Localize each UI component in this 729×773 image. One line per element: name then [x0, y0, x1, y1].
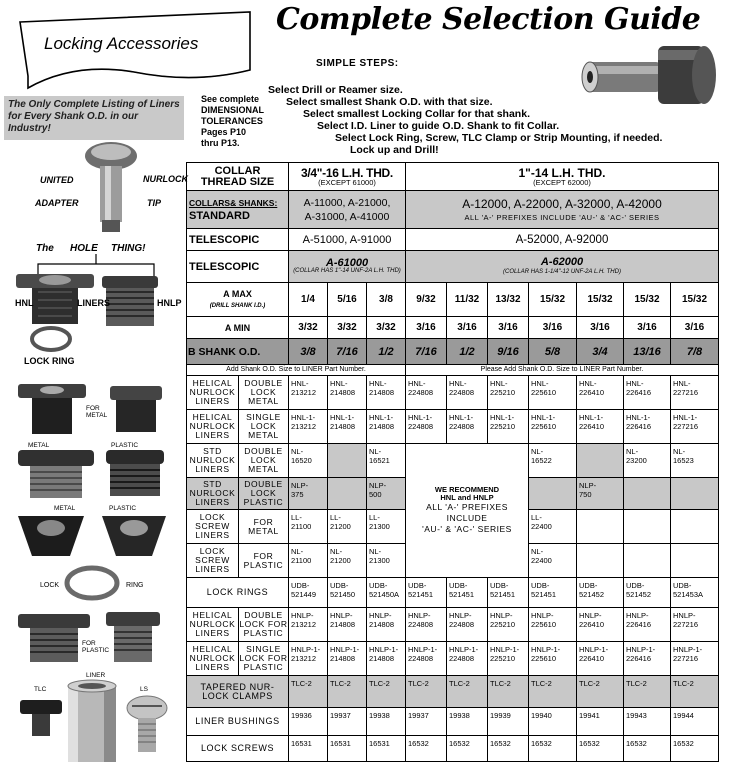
empty-cell	[577, 544, 624, 578]
part-number-cell: TLC-2	[406, 676, 447, 708]
a-max-cell: 15/32	[624, 283, 671, 317]
part-number-cell: NL- 22400	[529, 544, 577, 578]
step-1: Select Drill or Reamer size.	[268, 84, 403, 96]
std-nurlock-plastic-photo	[104, 448, 166, 500]
for-metal-label: FOR METAL	[86, 405, 108, 419]
b-note-row: Add Shank O.D. Size to LINER Part Number. Please Add Shank O.D. Size to LINER Part Number.	[187, 365, 719, 376]
part-row	[187, 708, 719, 736]
row-label: DOUBLE LOCK METAL	[239, 444, 289, 478]
adapter-label: ADAPTER	[35, 198, 79, 208]
empty-cell	[624, 478, 671, 510]
a-max-cell: 11/32	[447, 283, 488, 317]
a-max-row: A MAX (DRILL SHANK I.D.) 1/4 5/16 3/8 9/32 11/32 13/32 15/32 15/32 15/32 15/32	[187, 283, 719, 317]
part-number-cell: HNL- 226416	[624, 376, 671, 410]
lock-ring-photo-2	[64, 564, 120, 602]
tlc-label: TLC	[34, 686, 47, 693]
row-label: DOUBLE LOCK FOR PLASTIC	[239, 608, 289, 642]
b-shank-cell: 7/8	[671, 339, 719, 365]
part-number-cell: HNLP-1- 213212	[289, 642, 328, 676]
row-label: DOUBLE LOCK PLASTIC	[239, 478, 289, 510]
part-number-cell: 19939	[488, 708, 529, 736]
empty-cell	[671, 544, 719, 578]
lock-screw-metal-photo	[16, 380, 88, 438]
part-number-cell: 19938	[447, 708, 488, 736]
standard-row: COLLARS& SHANKS: STANDARD A-11000, A-21000, A-31000, A-41000 A-12000, A-22000, A-32000, A-42000 ALL 'A-' PREFIXES INCLUDE 'AU-' & 'AC-' SERIES	[187, 191, 719, 229]
part-number-cell: NL- 16522	[529, 444, 577, 478]
part-number-cell: HNL-1- 224808	[406, 410, 447, 444]
part-number-cell: NL- 16520	[289, 444, 328, 478]
part-number-cell: TLC-2	[447, 676, 488, 708]
a-max-cell: 15/32	[529, 283, 577, 317]
a-min-cell: 3/16	[447, 317, 488, 339]
part-number-cell: HNL-1- 226416	[624, 410, 671, 444]
part-number-cell: HNL- 227216	[671, 376, 719, 410]
part-row	[187, 642, 719, 676]
hnlp-label: HNLP	[157, 298, 182, 308]
b-shank-cell: 7/16	[328, 339, 367, 365]
part-number-cell: HNLP- 224808	[406, 608, 447, 642]
simple-steps-heading: SIMPLE STEPS:	[316, 58, 399, 69]
telescopic-2-row: TELESCOPIC A-61000 (COLLAR HAS 1"-14 UNF-2A L.H. THD) A-62000 (COLLAR HAS 1-1/4"-12 UNF-2A L.H. THD)	[187, 251, 719, 283]
empty-cell	[529, 478, 577, 510]
part-number-cell: 16532	[624, 736, 671, 762]
part-number-cell: HNL-1- 226410	[577, 410, 624, 444]
part-number-cell: 19944	[671, 708, 719, 736]
part-number-cell: HNL- 224808	[406, 376, 447, 410]
part-number-cell: TLC-2	[328, 676, 367, 708]
empty-cell	[671, 478, 719, 510]
hnlp-plastic-side-photo	[104, 610, 162, 666]
part-number-cell: HNLP- 225610	[529, 608, 577, 642]
part-number-cell: 19940	[529, 708, 577, 736]
tip-label: TIP	[147, 198, 162, 208]
a-max-cell: 15/32	[577, 283, 624, 317]
part-number-cell: HNL-1- 214808	[328, 410, 367, 444]
part-number-cell: HNLP-1- 224808	[406, 642, 447, 676]
part-number-cell: HNL- 226410	[577, 376, 624, 410]
part-number-cell: UDB- 521452	[624, 578, 671, 608]
tlc-clamp-photo	[16, 696, 66, 740]
part-number-cell: HNL- 214808	[367, 376, 406, 410]
see-dimensional-note: See complete DIMENSIONAL TOLERANCES Pages P10 thru P13.	[201, 94, 264, 148]
part-number-cell: 19936	[289, 708, 328, 736]
part-number-cell: TLC-2	[289, 676, 328, 708]
part-number-cell: LL- 21100	[289, 510, 328, 544]
a-min-cell: 3/32	[289, 317, 328, 339]
part-row	[187, 736, 719, 762]
b-shank-cell: 3/4	[577, 339, 624, 365]
part-number-cell: LL- 21200	[328, 510, 367, 544]
row-label: LOCK SCREW LINERS	[187, 544, 239, 578]
row-label: LINER BUSHINGS	[187, 708, 289, 736]
a-max-cell: 13/32	[488, 283, 529, 317]
part-number-cell: NL- 21100	[289, 544, 328, 578]
a-min-cell: 3/16	[624, 317, 671, 339]
a-max-cell: 3/8	[367, 283, 406, 317]
part-number-cell: UDB- 521450	[328, 578, 367, 608]
empty-cell	[577, 444, 624, 478]
part-number-cell: HNL- 225210	[488, 376, 529, 410]
part-number-cell: 16531	[367, 736, 406, 762]
empty-cell	[671, 510, 719, 544]
part-number-cell: HNL-1- 224808	[447, 410, 488, 444]
a-min-cell: 3/16	[671, 317, 719, 339]
row-label: STD NURLOCK LINERS	[187, 444, 239, 478]
a-min-cell: 3/16	[529, 317, 577, 339]
hnlp-plastic-photo	[16, 610, 92, 666]
row-label: DOUBLE LOCK METAL	[239, 376, 289, 410]
lock-ring-photo	[30, 326, 72, 352]
part-number-cell: HNLP- 227216	[671, 608, 719, 642]
part-number-cell: LL- 21300	[367, 510, 406, 544]
row-label: STD NURLOCK LINERS	[187, 478, 239, 510]
lock-screw-liner-plastic-photo	[98, 510, 170, 562]
a-max-cell: 9/32	[406, 283, 447, 317]
part-number-cell: HNL-1- 225210	[488, 410, 529, 444]
a-max-cell: 5/16	[328, 283, 367, 317]
a-min-cell: 3/16	[577, 317, 624, 339]
part-number-cell: UDB- 521450A	[367, 578, 406, 608]
part-number-cell: HNLP- 213212	[289, 608, 328, 642]
selection-table	[186, 162, 719, 762]
part-number-cell: 16532	[447, 736, 488, 762]
row-label: SINGLE LOCK METAL	[239, 410, 289, 444]
part-number-cell: NL- 23200	[624, 444, 671, 478]
a-min-row: A MIN 3/32 3/32 3/32 3/16 3/16 3/16 3/16 3/16 3/16 3/16	[187, 317, 719, 339]
part-number-cell: UDB- 521451	[406, 578, 447, 608]
part-number-cell: 16532	[577, 736, 624, 762]
b-shank-cell: 7/16	[406, 339, 447, 365]
telescopic-row: TELESCOPIC A-51000, A-91000 A-52000, A-92000	[187, 229, 719, 251]
liners-label: LINERS	[77, 298, 111, 308]
part-number-cell: HNLP- 226410	[577, 608, 624, 642]
part-number-cell: HNLP- 224808	[447, 608, 488, 642]
empty-cell	[577, 510, 624, 544]
part-number-cell: HNLP-1- 225210	[488, 642, 529, 676]
lock-screw-liner-metal-photo	[14, 510, 88, 562]
row-label: FOR PLASTIC	[239, 544, 289, 578]
b-shank-cell: 5/8	[529, 339, 577, 365]
a-min-cell: 3/16	[406, 317, 447, 339]
b-shank-row: B SHANK O.D. 3/8 7/16 1/2 7/16 1/2 9/16 5/8 3/4 13/16 7/8	[187, 339, 719, 365]
row-label: HELICAL NURLOCK LINERS	[187, 642, 239, 676]
part-number-cell: HNLP- 214808	[367, 608, 406, 642]
hole-label: HOLE	[70, 243, 98, 254]
part-number-cell: 16532	[406, 736, 447, 762]
row-label: HELICAL NURLOCK LINERS	[187, 608, 239, 642]
part-number-cell: 16532	[529, 736, 577, 762]
step-4: Select I.D. Liner to guide O.D. Shank to fit Collar.	[317, 120, 560, 132]
part-number-cell: NL- 16521	[367, 444, 406, 478]
hnl-label: HNL	[15, 298, 34, 308]
part-number-cell: NL- 21200	[328, 544, 367, 578]
tagline: The Only Complete Listing of Liners for Every Shank O.D. in our Industry!	[4, 96, 184, 140]
part-number-cell: HNL- 213212	[289, 376, 328, 410]
part-row	[187, 676, 719, 708]
row-label: FOR METAL	[239, 510, 289, 544]
part-number-cell: HNLP- 225210	[488, 608, 529, 642]
part-number-cell: 19937	[328, 708, 367, 736]
banner-title: Locking Accessories	[44, 34, 199, 53]
step-5: Select Lock Ring, Screw, TLC Clamp or Strip Mounting, if needed.	[335, 132, 663, 144]
b-shank-cell: 9/16	[488, 339, 529, 365]
part-number-cell: NL- 16523	[671, 444, 719, 478]
metal-label: METAL	[28, 442, 50, 449]
empty-cell	[328, 478, 367, 510]
part-number-cell: HNLP-1- 225610	[529, 642, 577, 676]
lock-screw-metal-side-photo	[108, 384, 164, 436]
row-label: LOCK SCREWS	[187, 736, 289, 762]
part-row	[187, 410, 719, 444]
a-min-cell: 3/32	[328, 317, 367, 339]
united-label: UNITED	[40, 175, 74, 185]
part-number-cell: HNLP- 226416	[624, 608, 671, 642]
plastic-label-2: PLASTIC	[109, 505, 137, 512]
part-number-cell: HNL- 225610	[529, 376, 577, 410]
part-number-cell: 16532	[488, 736, 529, 762]
part-number-cell: HNL-1- 227216	[671, 410, 719, 444]
row-label: TAPERED NUR- LOCK CLAMPS	[187, 676, 289, 708]
part-number-cell: UDB- 521452	[577, 578, 624, 608]
row-label: LOCK SCREW LINERS	[187, 510, 239, 544]
row-label: SINGLE LOCK FOR PLASTIC	[239, 642, 289, 676]
row-label: LOCK RINGS	[187, 578, 289, 608]
part-row	[187, 578, 719, 608]
part-number-cell: HNL- 214808	[328, 376, 367, 410]
liner-bushing-photo	[64, 678, 120, 766]
part-number-cell: LL- 22400	[529, 510, 577, 544]
part-number-cell: 19938	[367, 708, 406, 736]
part-number-cell: UDB- 521451	[488, 578, 529, 608]
part-number-cell: HNLP-1- 214808	[367, 642, 406, 676]
empty-cell	[624, 510, 671, 544]
part-number-cell: NLP- 375	[289, 478, 328, 510]
b-shank-cell: 1/2	[447, 339, 488, 365]
for-plastic-label: FOR PLASTIC	[82, 640, 110, 654]
part-number-cell: HNLP-1- 214808	[328, 642, 367, 676]
part-number-cell: TLC-2	[577, 676, 624, 708]
part-number-cell: HNL-1- 225610	[529, 410, 577, 444]
part-number-cell: 19941	[577, 708, 624, 736]
part-number-cell: UDB- 521451	[529, 578, 577, 608]
row-label: HELICAL NURLOCK LINERS	[187, 410, 239, 444]
part-row	[187, 444, 719, 478]
part-row	[187, 376, 719, 410]
step-3: Select smallest Locking Collar for that shank.	[303, 108, 530, 120]
step-2: Select smallest Shank O.D. with that size.	[286, 96, 493, 108]
liner-label: LINER	[86, 672, 106, 679]
part-number-cell: 19937	[406, 708, 447, 736]
plastic-label: PLASTIC	[111, 442, 139, 449]
a-min-cell: 3/16	[488, 317, 529, 339]
part-number-cell: 16531	[328, 736, 367, 762]
part-number-cell: HNLP-1- 227216	[671, 642, 719, 676]
part-number-cell: HNL-1- 214808	[367, 410, 406, 444]
lock-label: LOCK	[40, 582, 60, 589]
lock-screw-photo	[124, 694, 170, 756]
a-min-cell: 3/32	[367, 317, 406, 339]
recommend-note: WE RECOMMEND HNL and HNLP ALL 'A-' PREFIXES INCLUDE 'AU-' & 'AC-' SERIES	[406, 444, 529, 578]
part-number-cell: NLP- 500	[367, 478, 406, 510]
part-number-cell: UDB- 521453A	[671, 578, 719, 608]
std-nurlock-metal-photo	[16, 446, 96, 502]
part-row	[187, 608, 719, 642]
adapter-tip-photo	[80, 140, 142, 238]
part-number-cell: HNLP-1- 226416	[624, 642, 671, 676]
part-number-cell: TLC-2	[671, 676, 719, 708]
part-number-cell: HNLP-1- 224808	[447, 642, 488, 676]
part-number-cell: 16531	[289, 736, 328, 762]
ls-label: LS	[140, 686, 148, 693]
lock-ring-label: LOCK RING	[24, 356, 75, 366]
b-shank-cell: 13/16	[624, 339, 671, 365]
empty-cell	[328, 444, 367, 478]
ring-label: RING	[126, 582, 144, 589]
part-number-cell: 16532	[671, 736, 719, 762]
part-number-cell: HNLP- 214808	[328, 608, 367, 642]
part-number-cell: UDB- 521451	[447, 578, 488, 608]
a-max-cell: 15/32	[671, 283, 719, 317]
the-label: The	[36, 243, 54, 254]
row-label: HELICAL NURLOCK LINERS	[187, 376, 239, 410]
part-number-cell: TLC-2	[488, 676, 529, 708]
part-number-cell: TLC-2	[529, 676, 577, 708]
empty-cell	[624, 544, 671, 578]
part-number-cell: TLC-2	[624, 676, 671, 708]
nurlock-label: NURLOCK	[143, 174, 188, 184]
part-number-cell: TLC-2	[367, 676, 406, 708]
part-number-cell: NLP- 750	[577, 478, 624, 510]
b-shank-cell: 1/2	[367, 339, 406, 365]
part-number-cell: HNL-1- 213212	[289, 410, 328, 444]
part-number-cell: NL- 21300	[367, 544, 406, 578]
thing-label: THING!	[111, 243, 146, 254]
part-number-cell: 19943	[624, 708, 671, 736]
collar-photo	[572, 40, 722, 110]
b-shank-cell: 3/8	[289, 339, 328, 365]
step-6: Lock up and Drill!	[350, 144, 439, 156]
part-number-cell: UDB- 521449	[289, 578, 328, 608]
metal-label-2: METAL	[54, 505, 76, 512]
a-max-cell: 1/4	[289, 283, 328, 317]
page-title: Complete Selection Guide	[276, 2, 701, 37]
part-number-cell: HNLP-1- 226410	[577, 642, 624, 676]
thread-size-row: COLLAR THREAD SIZE 3/4"-16 L.H. THD. (EXCEPT 61000) 1"-14 L.H. THD. (EXCEPT 62000)	[187, 163, 719, 191]
part-number-cell: HNL- 224808	[447, 376, 488, 410]
